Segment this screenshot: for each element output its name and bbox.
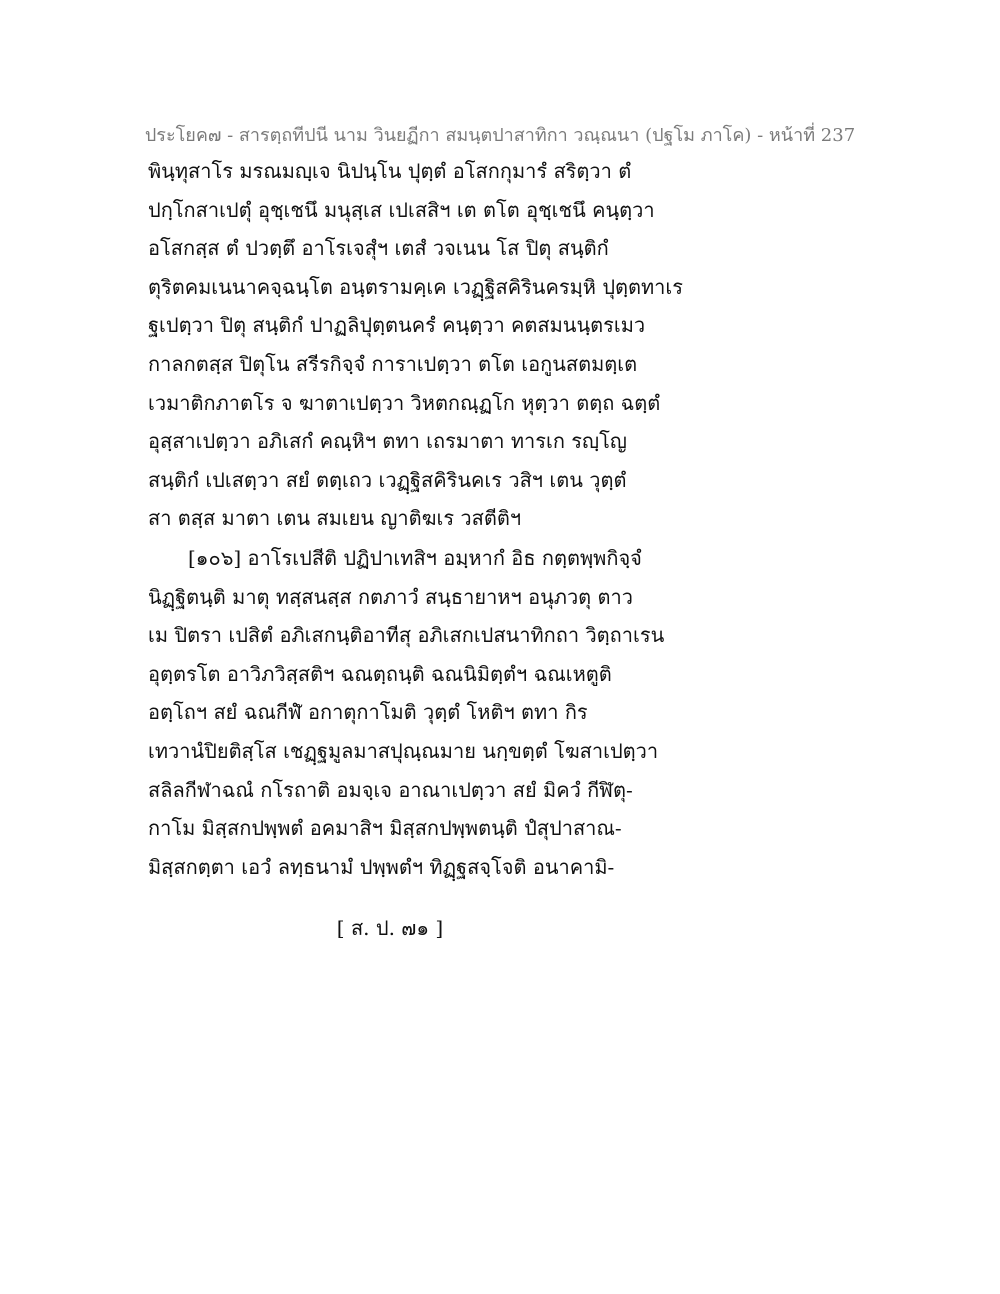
text-line: อโสกสฺส ตํ ปวตฺตึ อาโรเจสุํฯ เตสํ วจเนน โส ปิตุ สนฺติกํ [148, 236, 609, 261]
text-line: สนฺติกํ เปเสตฺวา สยํ ตตฺเถว เวฏฺฐิสคิรินคเร วสิฯ เตน วุตฺตํ [148, 467, 627, 492]
paragraph-2 [148, 539, 708, 886]
text-line: เวมาติกภาตโร จ ฆาตาเปตฺวา วิหตกณฺฏโก หุตฺวา ตตฺถ ฉตฺตํ [148, 390, 661, 415]
paragraph-1 [148, 152, 708, 538]
text-line: พินฺทุสาโร มรณมญฺเจ นิปนฺโน ปุตฺตํ อโสกกุมารํ สริตฺวา ตํ [148, 159, 632, 183]
text-line: อุสฺสาเปตฺวา อภิเสกํ คณฺหิฯ ตทา เถรมาตา ทารเก รญฺโญ [148, 429, 627, 454]
text-line: สา ตสฺส มาตา เตน สมเยน ญาติฆเร วสตีติฯ [148, 506, 522, 531]
body-text [148, 152, 708, 886]
text-line: อตฺโถฯ สยํ ฉณกีฬํ อกาตุกาโมติ วุตฺตํ โหติฯ ตทา กิร [148, 700, 588, 725]
text-line: ตุริตคมเนนาคจฺฉนฺโต อนฺตรามคฺเค เวฏฺฐิสคิรินครมฺหิ ปุตฺตทาเร [148, 274, 683, 299]
text-line: สลิลกีฬาฉณํ กโรถาติ อมจฺเจ อาณาเปตฺวา สยํ มิควํ กีฬิตุ- [148, 777, 633, 802]
text-line: มิสฺสกตฺตา เอวํ ลทฺธนามํ ปพฺพตํฯ ทิฏฺฐสจฺโจติ อนาคามิ- [148, 854, 615, 879]
text-line: [๑๐๖] อาโรเปสีติ ปฏิปาเทสิฯ อมฺหากํ อิธ กตฺตพฺพกิจฺจํ [188, 545, 642, 570]
text-line: กาโม มิสฺสกปพฺพตํ อคมาสิฯ มิสฺสกปพฺพตนฺติ ปํสุปาสาณ- [148, 816, 622, 841]
text-line: กาลกตสฺส ปิตุโน สรีรกิจฺจํ การาเปตฺวา ตโต เอกูนสตมตฺเต [148, 351, 638, 376]
text-line: เทวานํปิยติสฺโส เชฏฺฐมูลมาสปุณฺณมาย นกฺขตฺตํ โฆสาเปตฺวา [148, 738, 659, 763]
text-line: ฐเปตฺวา ปิตุ สนฺติกํ ปาฏลิปุตฺตนครํ คนฺตฺวา คตสมนนฺตรเมว [148, 313, 646, 338]
page-header: ประโยค๗ - สารตฺถทีปนี นาม วินยฏีกา สมนฺตปาสาทิกา วณฺณนา (ปฐโม ภาโค) - หน้าที่ 237 [144, 125, 856, 146]
page-reference: [ ส. ป. ๗๑ ] [336, 916, 444, 940]
text-line: นิฏฺฐิตนฺติ มาตุ ทสฺสนสฺส กตภาวํ สนฺธายาหฯ อนุภวตุ ตาว [148, 584, 633, 609]
text-line: ปกฺโกสาเปตุํ อุชฺเชนึ มนุสฺเส เปเสสิฯ เต ตโต อุชฺเชนึ คนฺตฺวา [148, 197, 655, 222]
text-line: เม ปิตรา เปสิตํ อภิเสกนฺติอาทีสุ อภิเสกเปสนาทิกถา วิตฺถาเรน [148, 623, 665, 648]
text-line: อุตฺตรโต อาวิภวิสฺสติฯ ฉณตฺถนฺติ ฉณนิมิตฺตํฯ ฉณเหตูติ [148, 661, 612, 686]
